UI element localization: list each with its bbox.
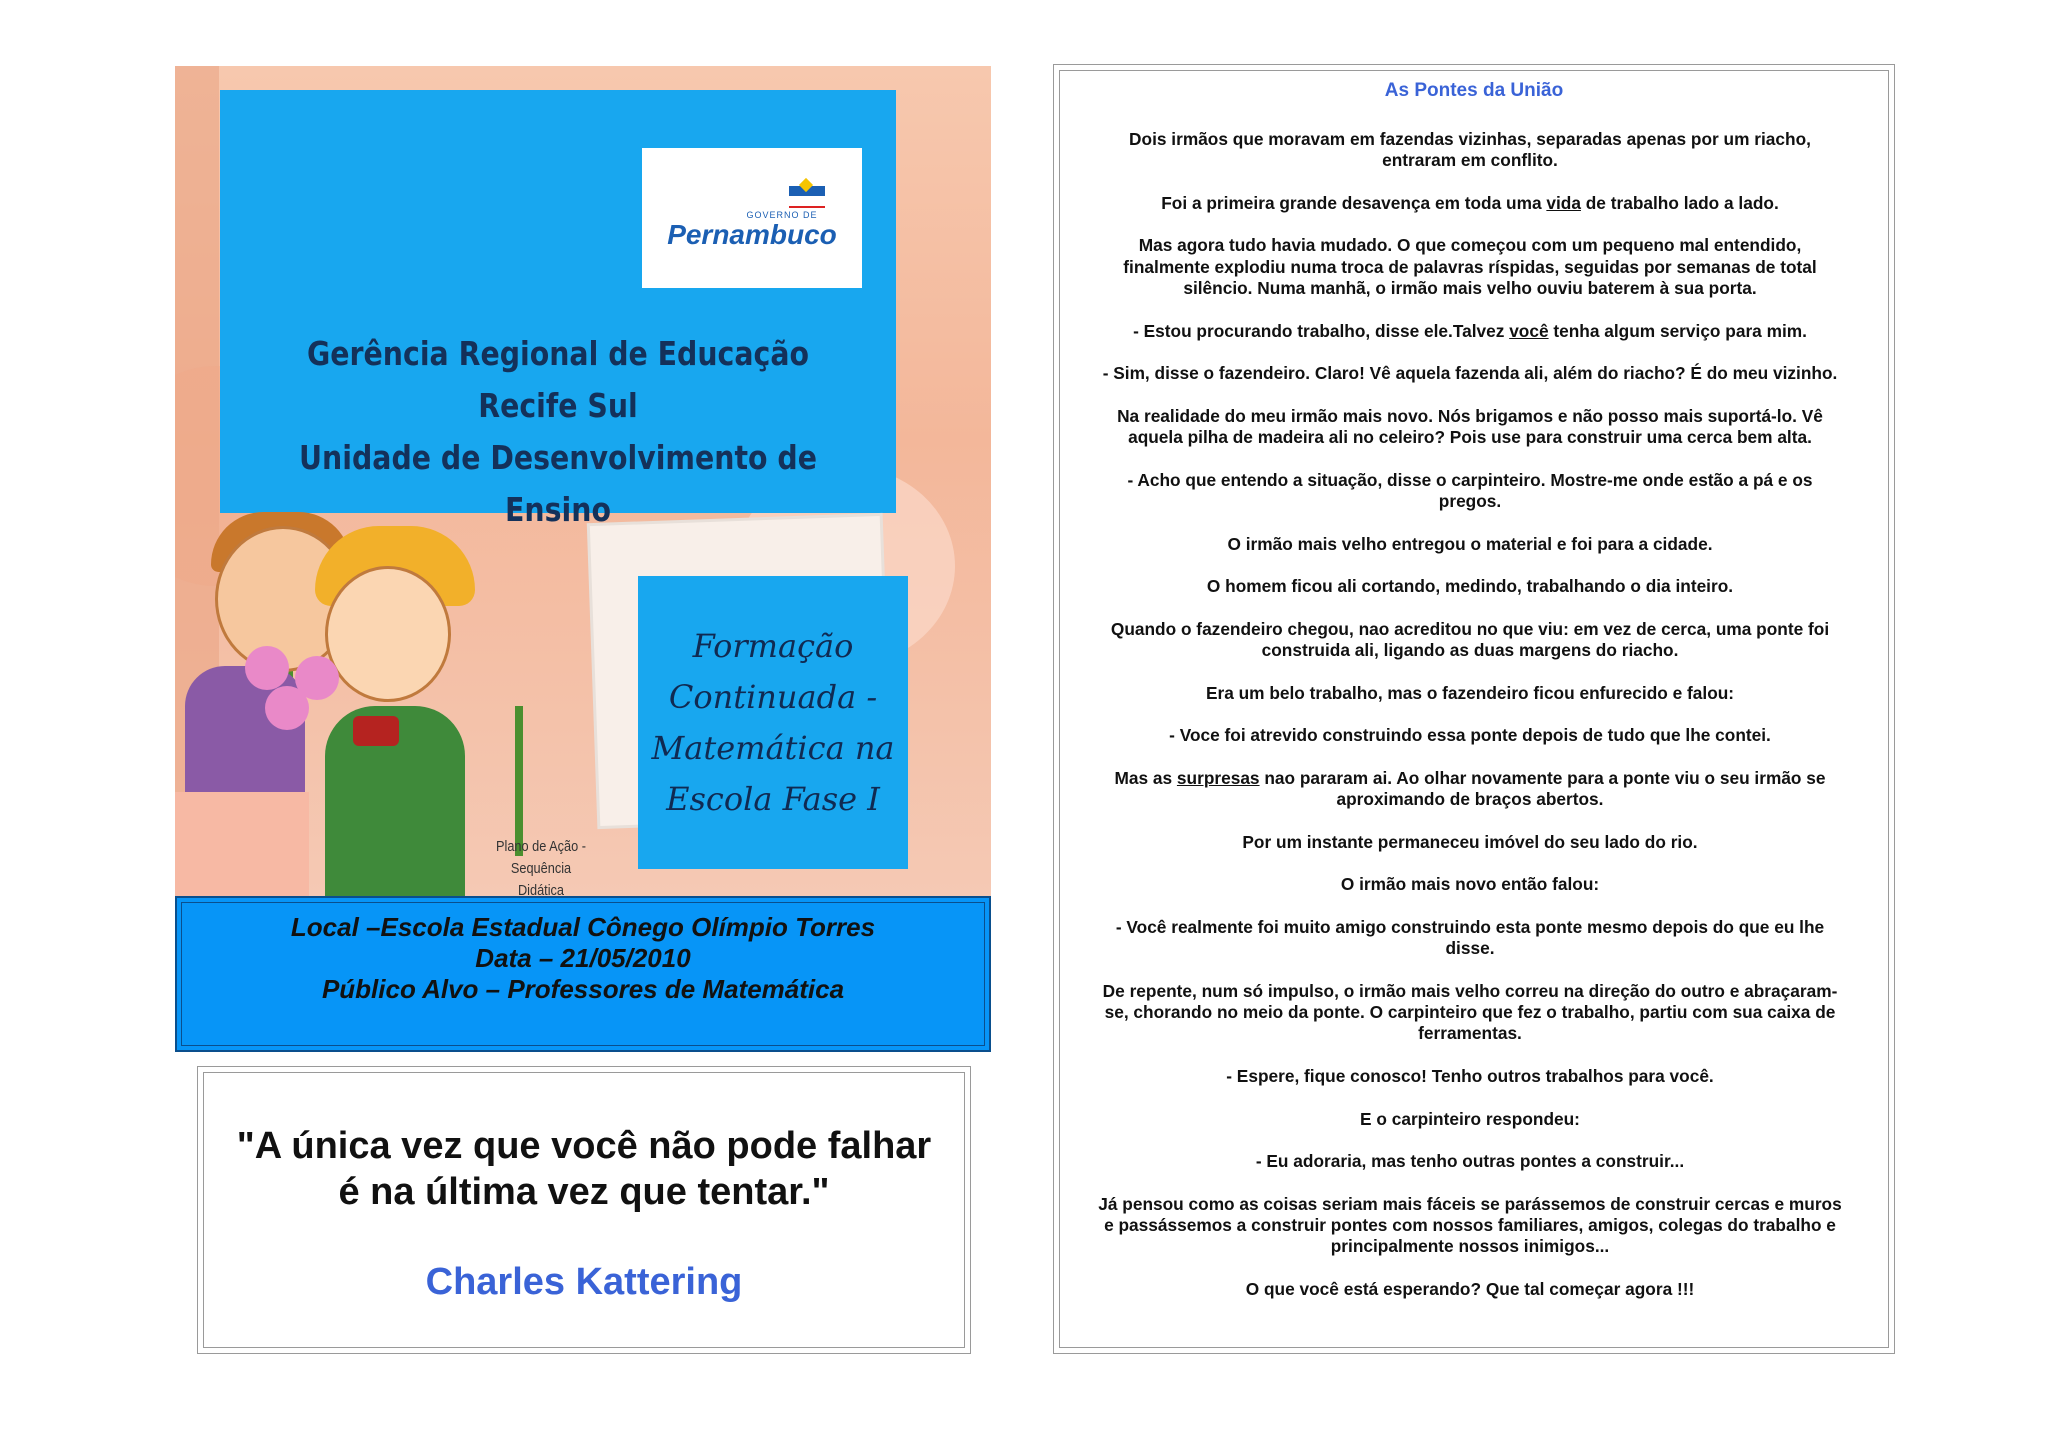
story-paragraph bbox=[1072, 981, 1868, 1045]
logo-top-text: GOVERNO DE bbox=[746, 210, 818, 220]
story-text: de trabalho lado a lado. bbox=[1580, 192, 1779, 213]
story-line: De repente, num só impulso, o irmão mais velho correu na direção do outro e abraçaram- bbox=[1102, 980, 1838, 1001]
story-line: se, chorando no meio da ponte. O carpinteiro que fez o trabalho, partiu com sua caixa de bbox=[1104, 1002, 1836, 1023]
quote-line: é na última vez que tentar." bbox=[338, 1171, 830, 1213]
story-text: tenha algum serviço para mim. bbox=[1548, 320, 1807, 341]
story-line: aproximando de braços abertos. bbox=[1336, 789, 1604, 810]
formacao-line: Continuada - bbox=[668, 677, 878, 716]
story-line: aquela pilha de madeira ali no celeiro? Pois use para construir uma cerca bem alta. bbox=[1128, 427, 1812, 448]
info-audience: Público Alvo – Professores de Matemática bbox=[321, 974, 845, 1004]
story-text: nao pararam ai. Ao olhar novamente para a ponte viu o seu irmão se bbox=[1259, 767, 1826, 788]
story-line: pregos. bbox=[1438, 491, 1502, 512]
story-paragraph: O homem ficou ali cortando, medindo, trabalhando o dia inteiro. bbox=[1206, 576, 1734, 597]
story-line: Dois irmãos que moravam em fazendas vizinhas, separadas apenas por um riacho, bbox=[1129, 129, 1811, 149]
story-line: construida ali, ligando as duas margens do riacho. bbox=[1261, 640, 1679, 661]
story-title: As Pontes da União bbox=[1384, 80, 1564, 101]
formacao-line: Formação bbox=[692, 626, 854, 665]
story-paragraph: - Sim, disse o fazendeiro. Claro! Vê aquela fazenda ali, além do riacho? É do meu vizinho. bbox=[1102, 363, 1838, 384]
story-paragraph bbox=[1072, 619, 1868, 662]
plano-line: Plano de Ação - Sequência bbox=[495, 838, 587, 877]
story-paragraph: O irmão mais novo então falou: bbox=[1340, 874, 1600, 895]
underlined-word: você bbox=[1509, 320, 1549, 341]
formacao-box bbox=[638, 576, 908, 869]
story-line: disse. bbox=[1445, 938, 1495, 959]
story-paragraph bbox=[1072, 406, 1868, 449]
quote-author: Charles Kattering bbox=[425, 1261, 743, 1303]
story-paragraph: Era um belo trabalho, mas o fazendeiro ficou enfurecido e falou: bbox=[1205, 682, 1735, 703]
bow-icon bbox=[353, 716, 399, 746]
story-line: - Você realmente foi muito amigo construindo esta ponte mesmo depois do que eu lhe bbox=[1115, 916, 1825, 937]
story-paragraph: O que você está esperando? Que tal começar agora !!! bbox=[1245, 1279, 1695, 1300]
story-paragraph bbox=[1072, 235, 1868, 299]
story-line: Na realidade do meu irmão mais novo. Nós brigamos e não posso mais suportá-lo. Vê bbox=[1117, 405, 1823, 426]
info-date: Data – 21/05/2010 bbox=[475, 943, 691, 973]
pernambuco-logo bbox=[642, 148, 862, 288]
title-line: Unidade de Desenvolvimento de Ensino bbox=[299, 438, 817, 529]
event-info-box bbox=[175, 896, 991, 1052]
story-paragraph: - Voce foi atrevido construindo essa ponte depois de tudo que lhe contei. bbox=[1169, 725, 1771, 746]
title-line: Gerência Regional de Educação Recife Sul bbox=[307, 334, 809, 425]
story-text: Foi a primeira grande desavença em toda uma bbox=[1161, 192, 1547, 213]
story-line: entraram em conflito. bbox=[1382, 150, 1558, 171]
story-line: finalmente explodiu numa troca de palavras ríspidas, seguidas por semanas de total bbox=[1123, 256, 1817, 277]
quote-box bbox=[197, 1066, 971, 1354]
story-line: Mas agora tudo havia mudado. O que começou com um pequeno mal entendido, bbox=[1138, 235, 1802, 256]
story-paragraph: Por um instante permaneceu imóvel do seu lado do rio. bbox=[1242, 831, 1698, 852]
story-text: Mas as bbox=[1114, 767, 1177, 788]
title-box bbox=[220, 90, 896, 529]
story-line: silêncio. Numa manhã, o irmão mais velho ouviu baterem à sua porta. bbox=[1183, 278, 1757, 299]
story-paragraph bbox=[1072, 768, 1868, 811]
underlined-word: vida bbox=[1546, 192, 1581, 213]
story-paragraph bbox=[1072, 1194, 1868, 1258]
story-body bbox=[1072, 129, 1868, 1322]
story-line: e passássemos a construir pontes com nossos familiares, amigos, colegas do trabalho e bbox=[1104, 1215, 1836, 1236]
story-paragraph bbox=[1072, 129, 1868, 172]
flag-icon bbox=[789, 186, 825, 206]
story-paragraph bbox=[1072, 470, 1868, 513]
quote-text bbox=[198, 1123, 970, 1215]
story-line: ferramentas. bbox=[1418, 1023, 1522, 1044]
formacao-line: Escola Fase I bbox=[666, 779, 880, 818]
story-text: - Estou procurando trabalho, disse ele.Talvez bbox=[1133, 320, 1510, 341]
story-paragraph bbox=[1072, 321, 1868, 342]
story-paragraph: - Eu adoraria, mas tenho outras pontes a construir... bbox=[1255, 1151, 1685, 1172]
story-paragraph bbox=[1072, 917, 1868, 960]
story-paragraph: - Espere, fique conosco! Tenho outros trabalhos para você. bbox=[1226, 1066, 1714, 1087]
formacao-line: Matemática na bbox=[651, 728, 895, 767]
story-paragraph: O irmão mais velho entregou o material e foi para a cidade. bbox=[1227, 533, 1713, 554]
cover-image bbox=[175, 66, 991, 896]
story-paragraph bbox=[1072, 193, 1868, 214]
plano-caption bbox=[465, 836, 618, 896]
plano-line: Didática bbox=[517, 882, 565, 896]
formacao-title bbox=[638, 621, 908, 825]
story-line: principalmente nossos inimigos... bbox=[1330, 1236, 1610, 1257]
info-local: Local –Escola Estadual Cônego Olímpio Torres bbox=[290, 912, 876, 942]
quote-line: "A única vez que você não pode falhar bbox=[236, 1125, 932, 1167]
cover-patch bbox=[175, 792, 309, 896]
story-paragraph: E o carpinteiro respondeu: bbox=[1360, 1108, 1580, 1129]
story-line: - Acho que entendo a situação, disse o carpinteiro. Mostre-me onde estão a pá e os bbox=[1127, 469, 1813, 490]
page-title bbox=[267, 328, 848, 536]
underlined-word: surpresas bbox=[1176, 767, 1260, 788]
story-line: Já pensou como as coisas seriam mais fáceis se parássemos de construir cercas e muros bbox=[1098, 1193, 1842, 1214]
story-box bbox=[1053, 64, 1895, 1354]
story-line: Quando o fazendeiro chegou, nao acreditou no que viu: em vez de cerca, uma ponte foi bbox=[1110, 618, 1830, 639]
logo-name: Pernambuco bbox=[667, 219, 837, 250]
